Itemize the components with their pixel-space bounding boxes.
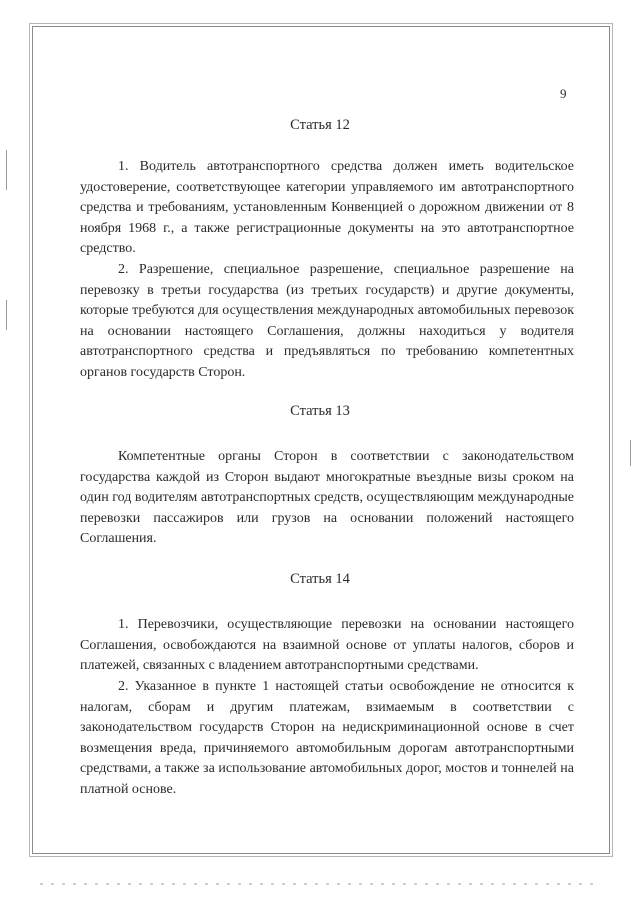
scan-edge-noise	[40, 883, 600, 885]
article-14-paragraph-1: 1. Перевозчики, осуществляющие перевозки на основании настоящего Соглашения, освобождаются на взаимной основе от уплаты налогов, сборов и платежей, связанных с владением автотранспортными средствами.	[80, 617, 574, 673]
scan-margin-mark	[630, 440, 631, 466]
article-12-paragraph-2: 2. Разрешение, специальное разрешение, специальное разрешение на перевозку в третьи государства (из третьих государств) и другие документы, которые требуются для осуществления международных автомобильных перевозок на основании настоящего Соглашения, должны находиться у водителя автотранспортного средства и предъявляться по требованию компетентных органов государств Сторон.	[80, 262, 574, 380]
article-14-title: Статья 14	[290, 571, 350, 587]
scan-margin-mark	[6, 150, 7, 190]
article-12-title: Статья 12	[290, 117, 350, 133]
article-13-title: Статья 13	[290, 403, 350, 419]
page-number: 9	[560, 86, 567, 101]
scan-margin-mark	[6, 300, 7, 330]
article-14-paragraph-2: 2. Указанное в пункте 1 настоящей статьи освобождение не относится к налогам, сборам и другим платежам, взимаемым в соответствии с законодательством государств Сторон на недискриминационной основе в счет возмещения вреда, причиняемого автомобильным дорогам автотранспортными средствами, а также за использование автомобильных дорог, мостов и тоннелей на платной основе.	[80, 679, 574, 797]
article-13-paragraph-1: Компетентные органы Сторон в соответствии с законодательством государства каждой из Сторон выдают многократные въездные визы сроком на один год водителям автотранспортных средств, осуществляющим международные перевозки пассажиров или грузов на основании положений настоящего Соглашения.	[80, 449, 574, 546]
article-12-paragraph-1: 1. Водитель автотранспортного средства должен иметь водительское удостоверение, соответствующее категории управляемого им автотранспортного средства и требованиям, установленным Конвенцией о дорожном движении от 8 ноября 1968 г., а также регистрационные документы на это автотранспортное средство.	[80, 159, 574, 256]
